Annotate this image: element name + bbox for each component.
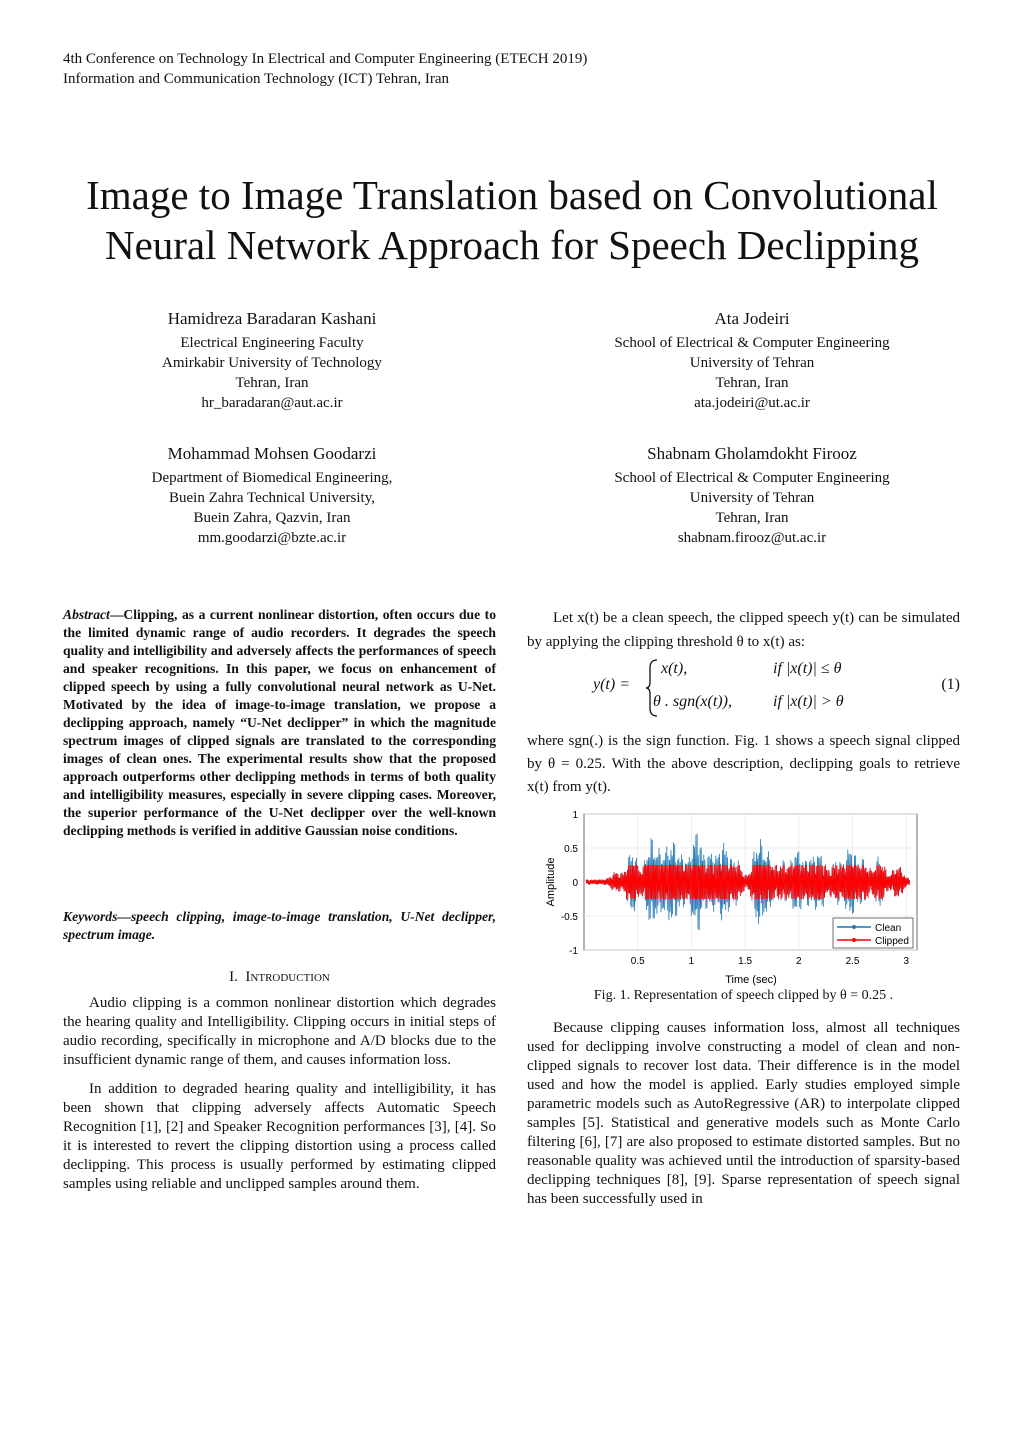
equation-number: (1) bbox=[941, 676, 960, 693]
abstract-text: —Clipping, as a current nonlinear distortion, often occurs due to the limited dynamic range of audio recorders. It degrades the speech quality and intelligibility and adversely affects the performances of speech and speaker recognitions. In this paper, we focus on enhancement of clipped speech by using a fully convolutional neural network as U-Net. Motivated by the idea of image-to-image translation, we propose a declipping approach, namely “U-Net declipper” in which the magnitude spectrum images of clipped signals are translated to the corresponding images of clean ones. The experimental results show that the proposed approach outperforms other declipping methods in terms of both quality and intelligibility measures, especially in severe clipping cases. Moreover, the superior performance of the U-Net declipper over the well-known declipping methods is verified in additive Gaussian noise conditions. bbox=[63, 607, 496, 838]
author-block bbox=[562, 309, 942, 413]
paper-title bbox=[0, 170, 1024, 270]
y-tick-label: 0 bbox=[572, 878, 578, 889]
author-affiliation: Tehran, Iran bbox=[715, 510, 789, 526]
equation-case-2: θ . sgn(x(t)), bbox=[653, 693, 732, 710]
author-name: Ata Jodeiri bbox=[714, 309, 790, 328]
author-affiliation: Amirkabir University of Technology bbox=[162, 355, 382, 371]
y-tick-label: -1 bbox=[569, 946, 578, 957]
legend-label-clean: Clean bbox=[875, 923, 902, 934]
where-text: where sgn(.) is the sign function. Fig. 1 shows a speech signal clipped by θ = 0.25. With the above description, declipping goals to retrieve x(t) from y(t). bbox=[527, 733, 960, 795]
x-tick-label: 2 bbox=[796, 956, 802, 967]
let-text: Let x(t) be a clean speech, the clipped speech y(t) can be simulated by applying the clipping threshold θ to x(t) as: bbox=[527, 610, 960, 650]
y-tick-label: 1 bbox=[572, 810, 578, 821]
x-tick-label: 3 bbox=[903, 956, 910, 967]
author-affiliation: Tehran, Iran bbox=[235, 375, 309, 391]
x-axis-label: Time (sec) bbox=[725, 974, 777, 986]
author-affiliation: Electrical Engineering Faculty bbox=[180, 335, 364, 351]
equation-case-1: x(t), bbox=[661, 660, 688, 677]
legend bbox=[833, 918, 913, 948]
author-block bbox=[82, 309, 462, 413]
y-tick-label: 0.5 bbox=[564, 844, 578, 855]
author-name: Mohammad Mohsen Goodarzi bbox=[167, 444, 377, 463]
intro-paragraph: Audio clipping is a common nonlinear distortion which degrades the hearing quality and Intelligibility. Clipping occurs in initial steps of audio recording, specifically in microphone and A/D blocks due to the insufficient dynamic range of them, and causes information loss. bbox=[63, 995, 496, 1068]
waveform-chart bbox=[537, 808, 927, 986]
author-block bbox=[82, 444, 462, 548]
equation-lhs: y(t) = bbox=[593, 676, 630, 693]
x-tick-label: 0.5 bbox=[630, 956, 645, 967]
because-paragraph: Because clipping causes information loss, almost all techniques used for declipping involve constructing a model of clean and non-clipped signals to recover lost data. Their difference is in the model used and how the model is applied. Early studies employed simple parametric models such as AutoRegressive (AR) to interpolate clipped samples [5]. Statistical and generative models such as Monte Carlo filtering [6], [7] are also proposed to estimate distorted samples. But no reasonable quality was achieved until the introduction of sparsity-based declipping techniques [8], [9]. Sparse representation of speech signal has been successfully used in bbox=[527, 1020, 960, 1207]
author-name: Shabnam Gholamdokht Firooz bbox=[647, 444, 857, 463]
author-email: hr_baradaran@aut.ac.ir bbox=[201, 395, 343, 411]
section-title: Introduction bbox=[245, 969, 330, 985]
section-number: I. bbox=[229, 969, 238, 985]
section-heading bbox=[63, 969, 496, 986]
intro-column bbox=[63, 994, 496, 1204]
abstract bbox=[63, 606, 496, 840]
x-tick-label: 1 bbox=[688, 956, 695, 967]
x-tick-label: 2.5 bbox=[845, 956, 860, 967]
author-affiliation: School of Electrical & Computer Engineering bbox=[614, 470, 890, 486]
author-affiliation: Buein Zahra, Qazvin, Iran bbox=[193, 510, 351, 526]
author-block bbox=[562, 444, 942, 548]
author-affiliation: Buein Zahra Technical University, bbox=[169, 490, 375, 506]
intro-paragraph: In addition to degraded hearing quality and intelligibility, it has been shown that clipping adversely affects Automatic Speech Recognition [1], [2] and Speaker Recognition performances [3], [4]. So it is interested to revert the clipping distortion using a process called declipping. This process is usually performed by estimating clipped samples using reliable and unclipped samples around them. bbox=[63, 1081, 496, 1192]
keywords: Keywords—speech clipping, image-to-image translation, U-Net declipper, spectrum image. bbox=[63, 909, 496, 942]
let-paragraph bbox=[527, 606, 960, 654]
author-affiliation: School of Electrical & Computer Engineering bbox=[614, 335, 890, 351]
author-affiliation: Tehran, Iran bbox=[715, 375, 789, 391]
because-column bbox=[527, 1019, 960, 1219]
equation-condition-2: if |x(t)| > θ bbox=[773, 693, 844, 710]
y-axis-label: Amplitude bbox=[545, 857, 557, 907]
author-email: mm.goodarzi@bzte.ac.ir bbox=[197, 530, 347, 546]
conference-header bbox=[63, 49, 587, 89]
equation-1 bbox=[527, 656, 960, 720]
title-line-1: Image to Image Translation based on Convolutional bbox=[86, 172, 938, 218]
author-affiliation: University of Tehran bbox=[689, 355, 815, 371]
author-affiliation: Department of Biomedical Engineering, bbox=[151, 470, 393, 486]
abstract-label: Abstract bbox=[63, 607, 110, 622]
conference-line-2: Information and Communication Technology (ICT) Tehran, Iran bbox=[63, 71, 449, 87]
equation-condition-1: if |x(t)| ≤ θ bbox=[773, 660, 842, 677]
figure-caption: Fig. 1. Representation of speech clipped by θ = 0.25 . bbox=[593, 988, 894, 1003]
author-email: shabnam.firooz@ut.ac.ir bbox=[677, 530, 827, 546]
title-line-2: Neural Network Approach for Speech Declipping bbox=[104, 222, 920, 268]
author-affiliation: University of Tehran bbox=[689, 490, 815, 506]
legend-label-clipped: Clipped bbox=[875, 936, 909, 947]
author-name: Hamidreza Baradaran Kashani bbox=[167, 309, 377, 328]
figure-1 bbox=[537, 808, 927, 991]
conference-line-1: 4th Conference on Technology In Electrical and Computer Engineering (ETECH 2019) bbox=[63, 51, 588, 67]
where-paragraph bbox=[527, 730, 960, 799]
y-tick-label: -0.5 bbox=[560, 912, 578, 923]
x-tick-label: 1.5 bbox=[738, 956, 753, 967]
author-email: ata.jodeiri@ut.ac.ir bbox=[694, 395, 810, 411]
